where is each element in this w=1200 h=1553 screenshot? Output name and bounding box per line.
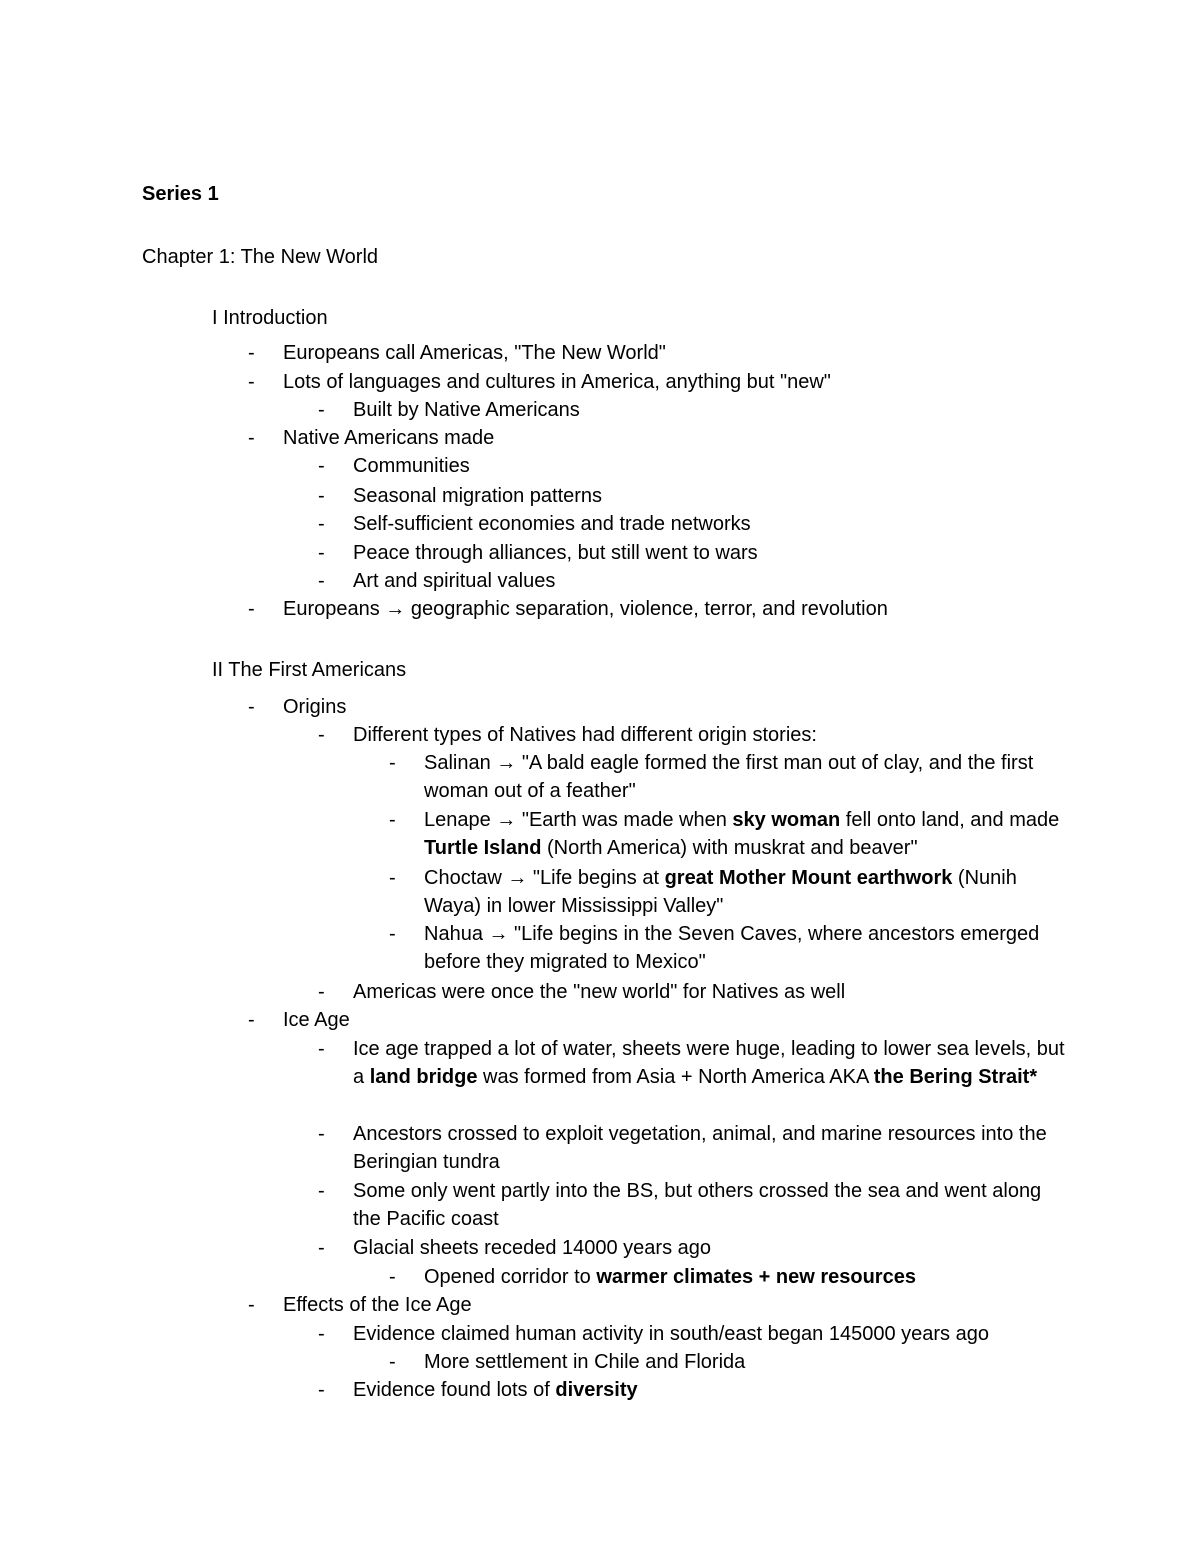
bullet-dash: - [318, 399, 325, 421]
bullet-dash: - [318, 570, 325, 592]
bullet-dash: - [318, 455, 325, 477]
list-item: - Ancestors crossed to exploit vegetation, animal, and marine resources into the Beringian tundra [353, 1120, 1073, 1177]
section-heading-introduction: I Introduction [212, 307, 328, 329]
bullet-dash: - [248, 598, 255, 620]
bullet-dash: - [389, 867, 396, 889]
bullet-dash: - [248, 371, 255, 393]
list-item: - Americas were once the "new world" for Natives as well [353, 978, 1073, 1006]
bullet-dash: - [248, 696, 255, 718]
bullet-dash: - [248, 1009, 255, 1031]
bullet-dash: - [318, 1180, 325, 1202]
list-item: - Glacial sheets receded 14000 years ago [353, 1234, 1073, 1262]
list-item: - Opened corridor to warmer climates + new resources [424, 1263, 1074, 1291]
list-item: - Self-sufficient economies and trade networks [353, 510, 1073, 538]
bullet-dash: - [318, 542, 325, 564]
list-item: - Evidence found lots of diversity [353, 1376, 1073, 1404]
bullet-dash: - [389, 752, 396, 774]
bullet-dash: - [318, 513, 325, 535]
list-item: - Europeans call Americas, "The New World" [283, 339, 1143, 367]
list-item: - Ice age trapped a lot of water, sheets were huge, leading to lower sea levels, but a land bridge was formed from Asia + North America AKA the Bering Strait* [353, 1035, 1073, 1092]
list-item: - More settlement in Chile and Florida [424, 1348, 1074, 1376]
bullet-dash: - [318, 485, 325, 507]
bullet-dash: - [248, 427, 255, 449]
bold-term: warmer climates + new resources [596, 1266, 916, 1288]
bold-term: Turtle Island [424, 837, 542, 860]
bold-term: diversity [555, 1379, 638, 1401]
bullet-dash: - [318, 1123, 325, 1145]
bullet-dash: - [389, 1266, 396, 1288]
bullet-dash: - [318, 1038, 325, 1060]
list-item: - Communities [353, 452, 1073, 480]
list-item: - Salinan → "A bald eagle formed the first man out of clay, and the first woman out of a feather" [424, 749, 1074, 806]
bullet-dash: - [389, 809, 396, 831]
list-item: - Different types of Natives had different origin stories: [353, 721, 1073, 749]
bullet-dash: - [318, 1237, 325, 1259]
list-item: - Evidence claimed human activity in south/east began 145000 years ago [353, 1320, 1073, 1348]
bold-term: the Bering Strait* [873, 1066, 1038, 1089]
list-item: - Lots of languages and cultures in America, anything but "new" [283, 368, 1143, 396]
list-item: - Lenape → "Earth was made when sky woman fell onto land, and made Turtle Island (North America) with muskrat and beaver" [424, 806, 1074, 863]
list-item: - Art and spiritual values [353, 567, 1073, 595]
bold-term: land bridge [369, 1066, 478, 1089]
bullet-dash: - [318, 724, 325, 746]
bullet-dash: - [318, 1323, 325, 1345]
bullet-dash: - [318, 981, 325, 1003]
bullet-dash: - [389, 923, 396, 945]
list-item: - Europeans → geographic separation, violence, terror, and revolution [283, 595, 1143, 623]
bullet-dash: - [248, 1294, 255, 1316]
bullet-dash: - [248, 342, 255, 364]
list-item: - Built by Native Americans [353, 396, 1073, 424]
chapter-title: Chapter 1: The New World [142, 246, 379, 268]
list-item: - Choctaw → "Life begins at great Mother Mount earthwork (Nunih Waya) in lower Mississippi Valley" [424, 864, 1074, 921]
list-item: - Peace through alliances, but still went to wars [353, 539, 1073, 567]
series-title: Series 1 [142, 183, 219, 205]
section-heading-first-americans: II The First Americans [212, 659, 407, 681]
list-item: - Native Americans made [283, 424, 1143, 452]
list-item: - Effects of the Ice Age [283, 1291, 1143, 1319]
bold-term: sky woman [732, 809, 841, 831]
bold-term: great Mother Mount earthwork [664, 867, 953, 889]
bullet-dash: - [318, 1379, 325, 1401]
list-item: - Ice Age [283, 1006, 1143, 1034]
list-item: - Seasonal migration patterns [353, 482, 1073, 510]
bullet-dash: - [389, 1351, 396, 1373]
list-item: - Some only went partly into the BS, but others crossed the sea and went along the Pacific coast [353, 1177, 1073, 1234]
list-item: - Origins [283, 693, 1143, 721]
list-item: - Nahua → "Life begins in the Seven Caves, where ancestors emerged before they migrated to Mexico" [424, 920, 1074, 977]
